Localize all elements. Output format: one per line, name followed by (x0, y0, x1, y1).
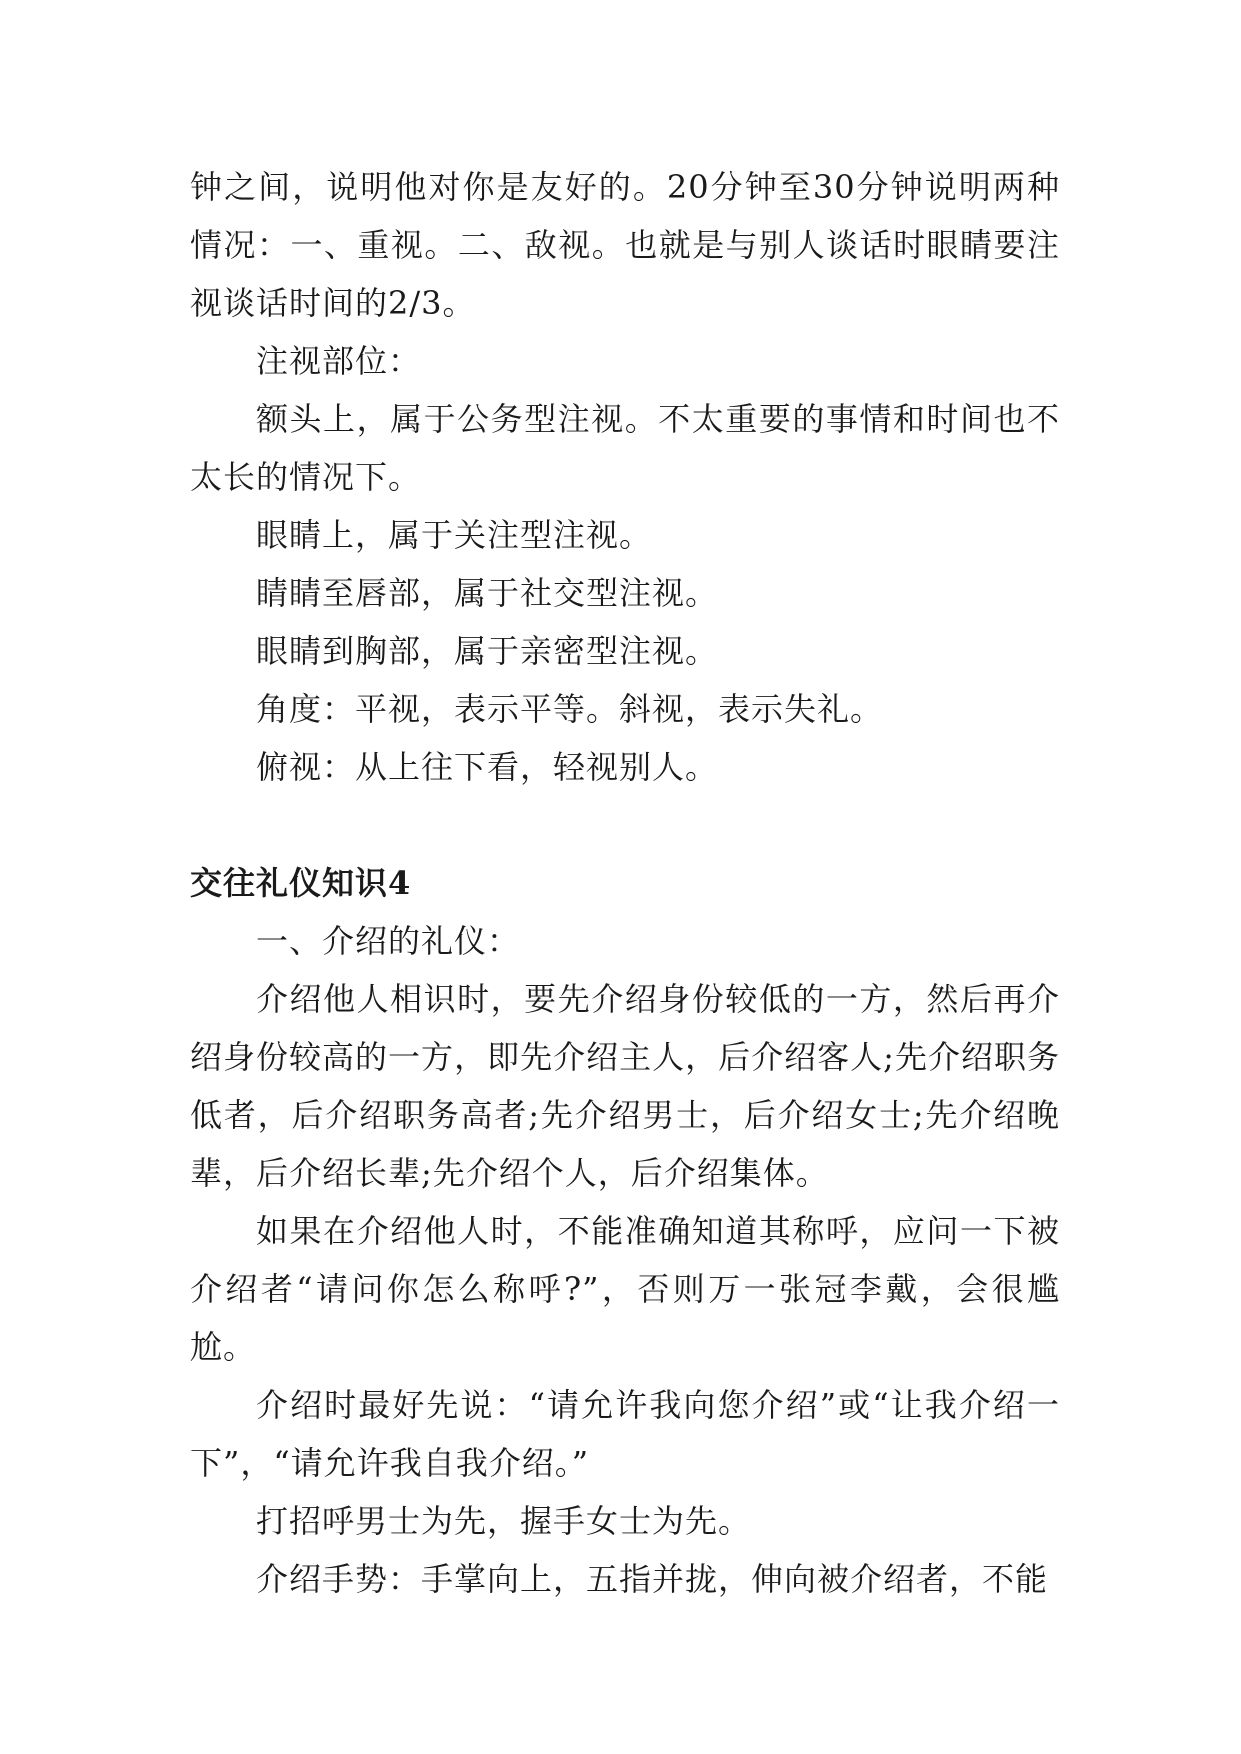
paragraph-gaze-angle: 角度：平视，表示平等。斜视，表示失礼。 (256, 690, 884, 728)
paragraph-intro-name: 如果在介绍他人时，不能准确知道其称呼，应问一下被介绍者“请问你怎么称呼?”，否则万一张冠李戴，会很尴尬。 (190, 1212, 1060, 1366)
section-spacer (190, 796, 1060, 854)
paragraph-greeting-order: 打招呼男士为先，握手女士为先。 (256, 1502, 752, 1540)
paragraph-intro-order: 介绍他人相识时，要先介绍身份较低的一方，然后再介绍身份较高的一方，即先介绍主人，后介绍客人;先介绍职务低者，后介绍职务高者;先介绍男士，后介绍女士;先介绍晚辈，后介绍长辈;先介绍个人，后介绍集体。 (190, 980, 1060, 1192)
paragraph-forehead-gaze: 额头上，属于公务型注视。不太重要的事情和时间也不太长的情况下。 (190, 400, 1060, 496)
paragraph-intro-phrase: 介绍时最好先说：“请允许我向您介绍”或“让我介绍一下”，“请允许我自我介绍。” (190, 1386, 1060, 1482)
paragraph-gaze-area-heading: 注视部位： (256, 342, 422, 380)
section-title: 交往礼仪知识4 (190, 864, 412, 902)
paragraph-gaze-duration: 钟之间，说明他对你是友好的。20分钟至30分钟说明两种情况：一、重视。二、敌视。也就是与别人谈话时眼睛要注视谈话时间的2/3。 (190, 168, 1060, 322)
paragraph-intimate-gaze: 眼睛到胸部，属于亲密型注视。 (256, 632, 719, 670)
section-introduction-etiquette (190, 854, 1060, 1608)
paragraph-looking-down: 俯视：从上往下看，轻视别人。 (256, 748, 719, 786)
paragraph-intro-heading: 一、介绍的礼仪： (256, 922, 521, 960)
section-gaze-etiquette (190, 158, 1060, 796)
paragraph-eye-gaze: 眼睛上，属于关注型注视。 (256, 516, 653, 554)
document-page (190, 158, 1060, 1608)
paragraph-intro-gesture: 介绍手势：手掌向上，五指并拢，伸向被介绍者，不能 (256, 1560, 1049, 1598)
paragraph-social-gaze: 睛睛至唇部，属于社交型注视。 (256, 574, 719, 612)
